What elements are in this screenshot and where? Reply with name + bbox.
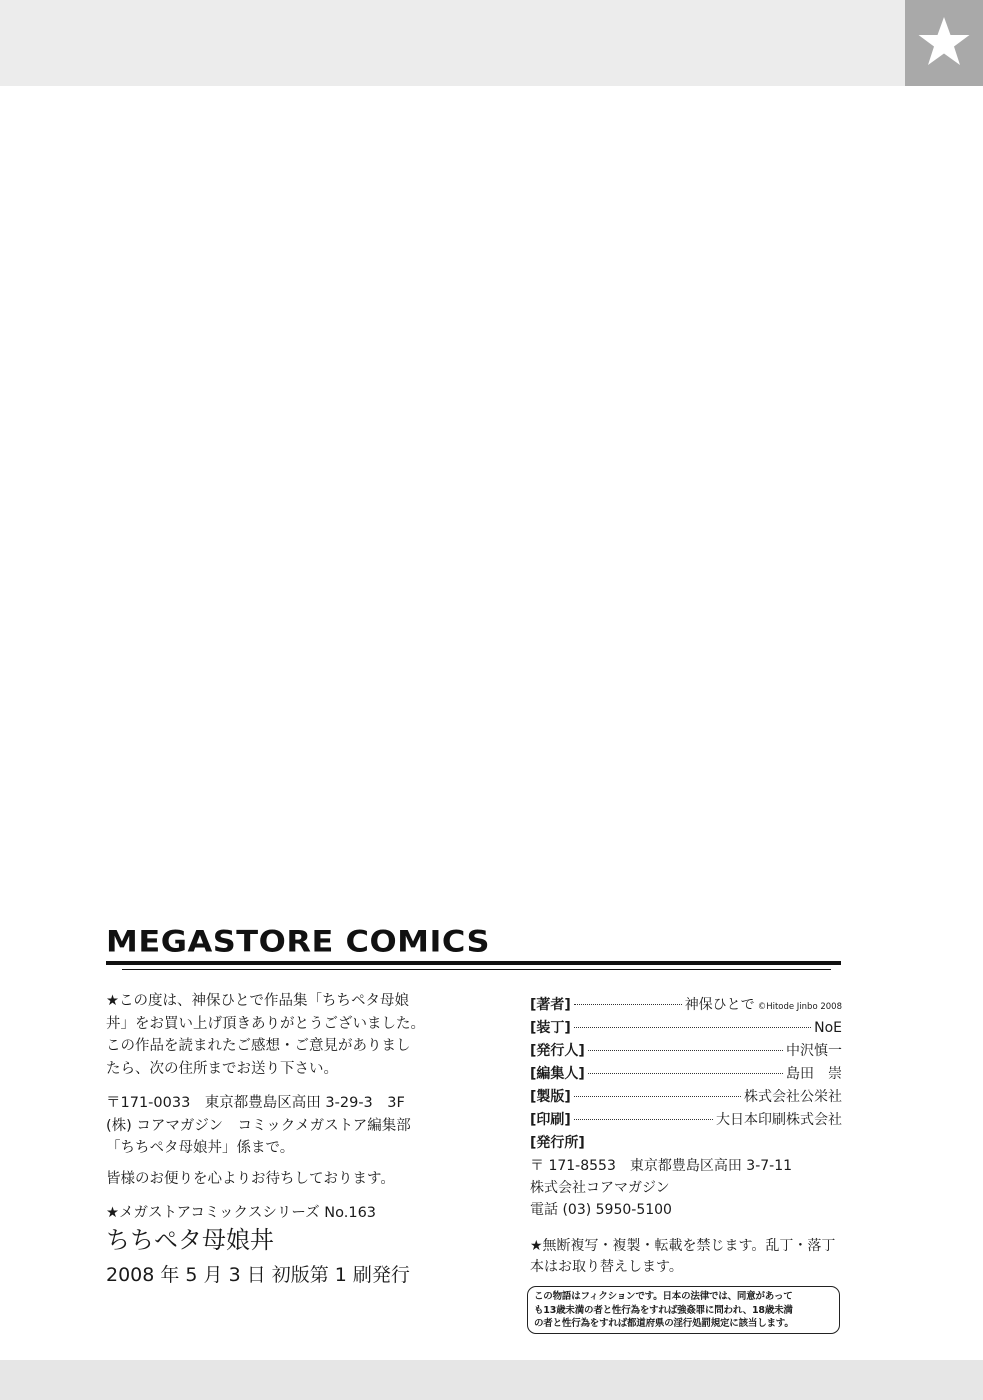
reader-letter-section <box>106 990 466 1288</box>
intro-line: ★この度は、神保ひとで作品集「ちちペタ母娘 <box>106 993 409 1009</box>
publisher-line: 株式会社コアマガジン <box>530 1180 670 1196</box>
credit-label: [印刷] <box>530 1112 571 1128</box>
credit-value: 神保ひとで <box>684 997 755 1013</box>
intro-line: 丼」をお買い上げ頂きありがとうございました。 <box>106 1015 425 1032</box>
star-tab <box>905 0 983 86</box>
copyright-note: ©Hitode Jinbo 2008 <box>757 1002 842 1012</box>
credit-label: [製版] <box>530 1089 571 1105</box>
notice-line: 本はお取り替えします。 <box>530 1259 683 1275</box>
credit-value: 中沢慎一 <box>786 1043 842 1059</box>
edition-date: 2008 年 5 月 3 日 初版第 1 刷発行 <box>106 1264 410 1286</box>
credit-row <box>530 1040 842 1063</box>
brand-rule <box>106 961 841 965</box>
credit-label: [発行人] <box>530 1043 585 1059</box>
credit-value: NoE <box>814 1020 842 1036</box>
brand-title: MEGASTORE COMICS <box>106 924 491 959</box>
credit-value: 島田 崇 <box>786 1066 842 1082</box>
star-icon <box>916 15 972 69</box>
credits-list <box>530 994 842 1221</box>
fiction-line: も13歳未満の者と性行為をすれば強姦罪に問われ、18歳未満 <box>534 1304 793 1316</box>
credit-label: [著者] <box>530 997 571 1013</box>
intro-line: たら、次の住所までお送り下さい。 <box>106 1060 338 1077</box>
credit-label: [編集人] <box>530 1066 585 1082</box>
series-number: ★メガストアコミックスシリーズ No.163 <box>106 1205 377 1221</box>
credit-value: 大日本印刷株式会社 <box>716 1112 842 1128</box>
brand-rule-thin <box>122 969 831 970</box>
credit-row <box>530 1063 842 1086</box>
fiction-line: の者と性行為をすれば都道府県の淫行処罰規定に該当します。 <box>534 1318 794 1329</box>
publisher-line: 〒 171-8553 東京都豊島区高田 3-7-11 <box>530 1158 793 1174</box>
intro-line: この作品を読まれたご感想・ご意見がありまし <box>106 1038 411 1054</box>
fiction-notice-box <box>527 1286 840 1334</box>
address-line: 「ちちペタ母娘丼」係まで。 <box>106 1140 295 1156</box>
address-line: 〒171-0033 東京都豊島区高田 3-29-3 3F <box>106 1095 405 1111</box>
closing-line: 皆様のお便りを心よりお待ちしております。 <box>106 1170 395 1187</box>
publisher-line: 電話 (03) 5950-5100 <box>530 1202 672 1218</box>
publisher-label: [発行所] <box>530 1135 585 1151</box>
copy-notice <box>530 1236 850 1278</box>
address-line: (株) コアマガジン コミックメガストア編集部 <box>106 1117 411 1134</box>
credit-row <box>530 1086 842 1109</box>
top-band <box>0 0 905 86</box>
credit-row <box>530 994 842 1017</box>
credit-row <box>530 1017 842 1040</box>
credit-value: 株式会社公栄社 <box>744 1089 842 1105</box>
bottom-band <box>0 1360 983 1400</box>
fiction-line: この物語はフィクションです。日本の法律では、同意があって <box>534 1291 793 1302</box>
book-title: ちちペタ母娘丼 <box>106 1226 274 1254</box>
credit-label: [装丁] <box>530 1020 571 1036</box>
credit-row <box>530 1109 842 1132</box>
notice-line: ★無断複写・複製・転載を禁じます。乱丁・落丁 <box>530 1238 836 1254</box>
